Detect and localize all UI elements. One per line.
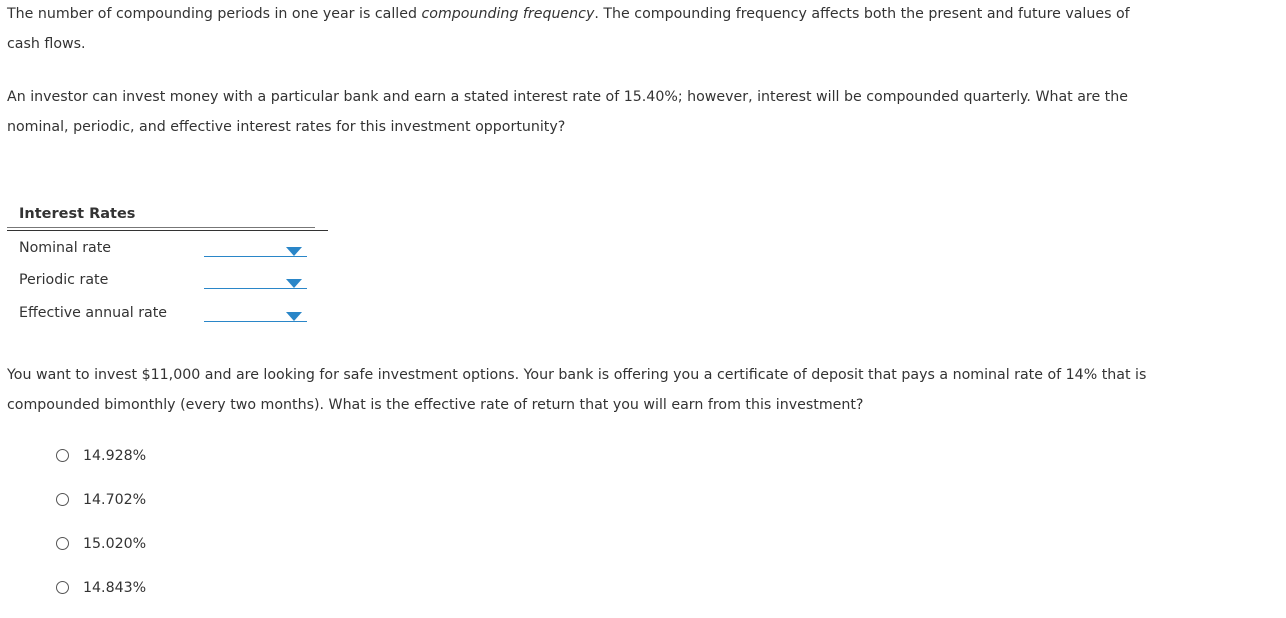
nominal-rate-dropdown[interactable] — [204, 243, 307, 257]
intro-paragraph — [7, 0, 1157, 59]
answer-option-label: 14.843% — [83, 580, 147, 596]
answer-option-label: 15.020% — [83, 536, 147, 552]
rate-row-nominal — [7, 233, 328, 265]
intro-text-part1: The number of compounding periods in one year is called — [7, 6, 422, 22]
radio-button-icon[interactable] — [56, 449, 69, 462]
header-divider — [7, 227, 315, 228]
header-divider-double — [7, 230, 328, 231]
question2-text: You want to invest $11,000 and are looking for safe investment options. Your bank is offering you a certificate of deposit that pays a nominal rate of 14% that is compounded bimonthly (every two months). What is the effective rate of return that you will earn from this investment? — [7, 367, 1147, 413]
rate-row-effective — [7, 298, 328, 330]
nominal-rate-label: Nominal rate — [19, 240, 112, 256]
effective-annual-rate-label: Effective annual rate — [19, 305, 168, 321]
intro-text-part2: . The compounding frequency affects both the present and future values of cash flows. — [7, 6, 1130, 52]
effective-annual-rate-dropdown[interactable] — [204, 308, 307, 322]
periodic-rate-label: Periodic rate — [19, 272, 109, 288]
chevron-down-icon — [286, 312, 302, 321]
answer-option-label: 14.702% — [83, 492, 147, 508]
radio-button-icon[interactable] — [56, 493, 69, 506]
chevron-down-icon — [286, 247, 302, 256]
intro-term: compounding frequency — [421, 6, 595, 22]
periodic-rate-dropdown[interactable] — [204, 275, 307, 289]
question1-text: An investor can invest money with a particular bank and earn a stated interest rate of 15.40%; however, interest will be compounded quarterly. What are the nominal, periodic, and effective interest rates for this investment opportunity? — [7, 89, 1128, 135]
interest-rates-header: Interest Rates — [19, 206, 136, 222]
chevron-down-icon — [286, 279, 302, 288]
radio-button-icon[interactable] — [56, 581, 69, 594]
rate-row-periodic — [7, 265, 328, 297]
radio-button-icon[interactable] — [56, 537, 69, 550]
answer-option-label: 14.928% — [83, 448, 147, 464]
